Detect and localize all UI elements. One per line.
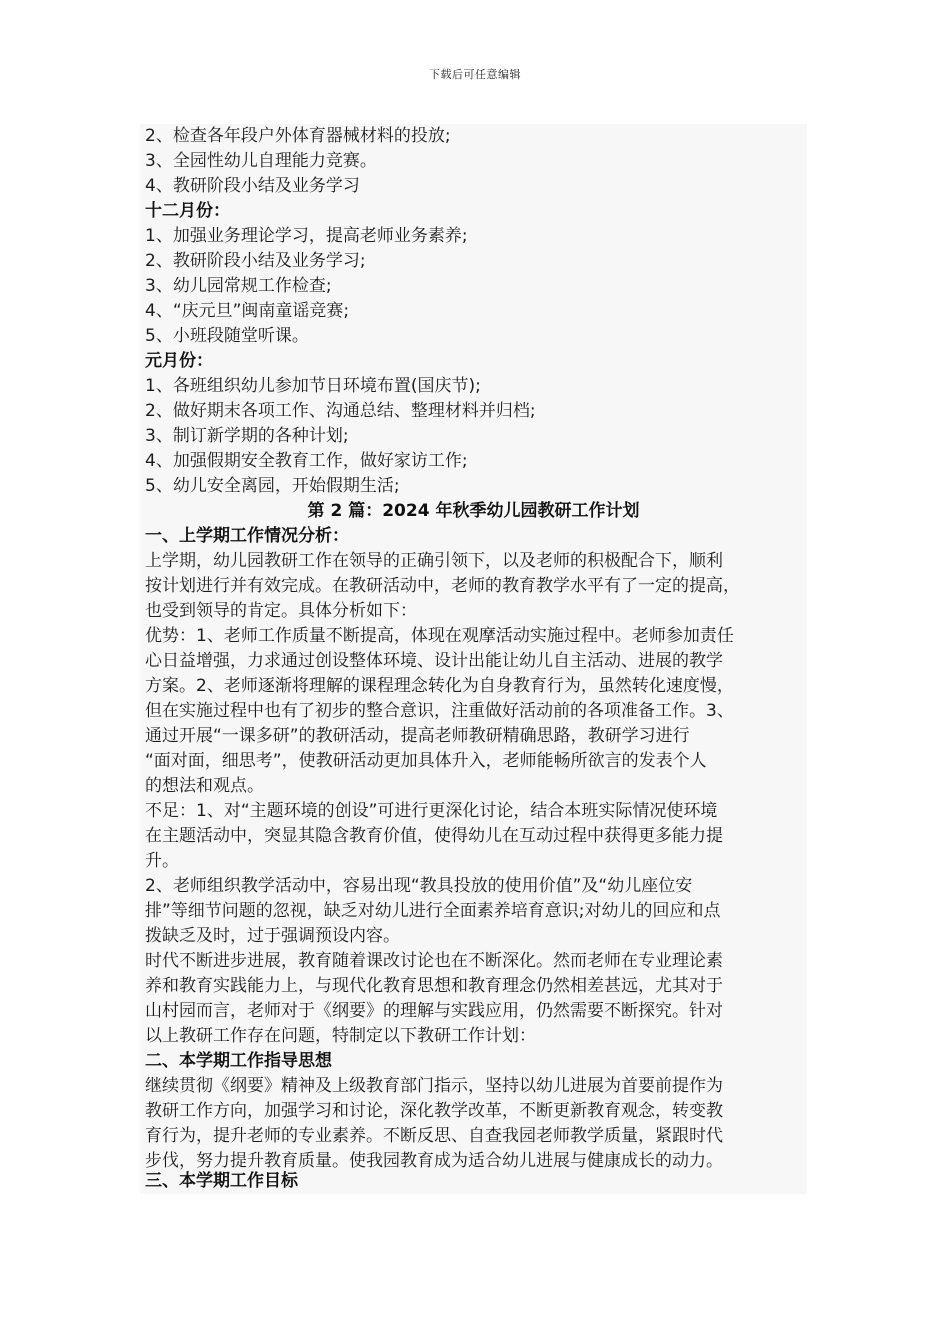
paragraph-line: 的想法和观点。 (145, 776, 264, 796)
section-heading-part3: 三、本学期工作目标 (145, 1171, 298, 1191)
paragraph-line: 拨缺乏及时，过于强调预设内容。 (145, 926, 400, 946)
paragraph-line: 养和教育实践能力上，与现代化教育思想和教育理念仍然相差甚远，尤其对于 (145, 976, 723, 996)
article-title: 第 2 篇：2024 年秋季幼儿园教研工作计划 (307, 501, 640, 521)
section-heading-part2: 二、本学期工作指导思想 (145, 1051, 332, 1071)
section-heading-january: 元月份： (145, 351, 213, 371)
paragraph-line: 上学期，幼儿园教研工作在领导的正确引领下，以及老师的积极配合下，顺利 (145, 551, 723, 571)
paragraph-line: 继续贯彻《纲要》精神及上级教育部门指示，坚持以幼儿进展为首要前提作为 (145, 1076, 723, 1096)
section-heading-part1: 一、上学期工作情况分析： (145, 526, 349, 546)
paragraph-line: 按计划进行并有效完成。在教研活动中，老师的教育教学水平有了一定的提高， (145, 576, 740, 596)
paragraph-line: 也受到领导的肯定。具体分析如下： (145, 601, 417, 621)
list-item: 4、教研阶段小结及业务学习 (145, 176, 360, 196)
paragraph-line: 步伐，努力提升教育质量。使我园教育成为适合幼儿进展与健康成长的动力。 (145, 1151, 723, 1171)
paragraph-line: 但在实施过程中也有了初步的整合意识，注重做好活动前的各项准备工作。3、 (145, 701, 734, 721)
paragraph-line: 不足：1、对“主题环境的创设”可进行更深化讨论，结合本班实际情况使环境 (145, 801, 718, 821)
paragraph-line: 时代不断进步进展，教育随着课改讨论也在不断深化。然而老师在专业理论素 (145, 951, 723, 971)
paragraph-line: 升。 (145, 851, 179, 871)
list-item: 4、加强假期安全教育工作，做好家访工作; (145, 451, 468, 471)
list-item: 5、幼儿安全离园，开始假期生活; (145, 476, 400, 496)
paragraph-line: 排”等细节问题的忽视，缺乏对幼儿进行全面素养培育意识;对幼儿的回应和点 (145, 901, 721, 921)
list-item: 2、做好期末各项工作、沟通总结、整理材料并归档; (145, 401, 536, 421)
document-body (140, 124, 807, 1194)
page-header: 下载后可任意编辑 (429, 68, 521, 81)
paragraph-line: “面对面，细思考”，使教研活动更加具体升入，老师能畅所欲言的发表个人 (145, 751, 707, 771)
paragraph-line: 育行为，提升老师的专业素养。不断反思、自查我园老师教学质量，紧跟时代 (145, 1126, 723, 1146)
paragraph-line: 心日益增强，力求通过创设整体环境、设计出能让幼儿自主活动、进展的教学 (145, 651, 723, 671)
list-item: 1、加强业务理论学习，提高老师业务素养; (145, 226, 468, 246)
paragraph-line: 教研工作方向，加强学习和讨论，深化教学改革，不断更新教育观念，转变教 (145, 1101, 723, 1121)
paragraph-line: 通过开展“一课多研”的教研活动，提高老师教研精确思路，教研学习进行 (145, 726, 690, 746)
paragraph-line: 在主题活动中，突显其隐含教育价值，使得幼儿在互动过程中获得更多能力提 (145, 826, 723, 846)
paragraph-line: 方案。2、老师逐渐将理解的课程理念转化为自身教育行为，虽然转化速度慢， (145, 676, 734, 696)
paragraph-line: 2、老师组织教学活动中，容易出现“教具投放的使用价值”及“幼儿座位安 (145, 876, 693, 896)
list-item: 3、全园性幼儿自理能力竞赛。 (145, 151, 377, 171)
paragraph-line: 以上教研工作存在问题，特制定以下教研工作计划： (145, 1026, 536, 1046)
paragraph-line: 山村园而言，老师对于《纲要》的理解与实践应用，仍然需要不断探究。针对 (145, 1001, 723, 1021)
list-item: 2、教研阶段小结及业务学习; (145, 251, 366, 271)
section-heading-december: 十二月份： (145, 201, 230, 221)
paragraph-line: 优势：1、老师工作质量不断提高，体现在观摩活动实施过程中。老师参加责任 (145, 626, 734, 646)
list-item: 3、制订新学期的各种计划; (145, 426, 349, 446)
list-item: 3、幼儿园常规工作检查; (145, 276, 332, 296)
list-item: 1、各班组织幼儿参加节日环境布置(国庆节); (145, 376, 481, 396)
list-item: 2、检查各年段户外体育器械材料的投放; (145, 126, 451, 146)
list-item: 5、小班段随堂听课。 (145, 326, 309, 346)
list-item: 4、“庆元旦”闽南童谣竞赛; (145, 301, 350, 321)
